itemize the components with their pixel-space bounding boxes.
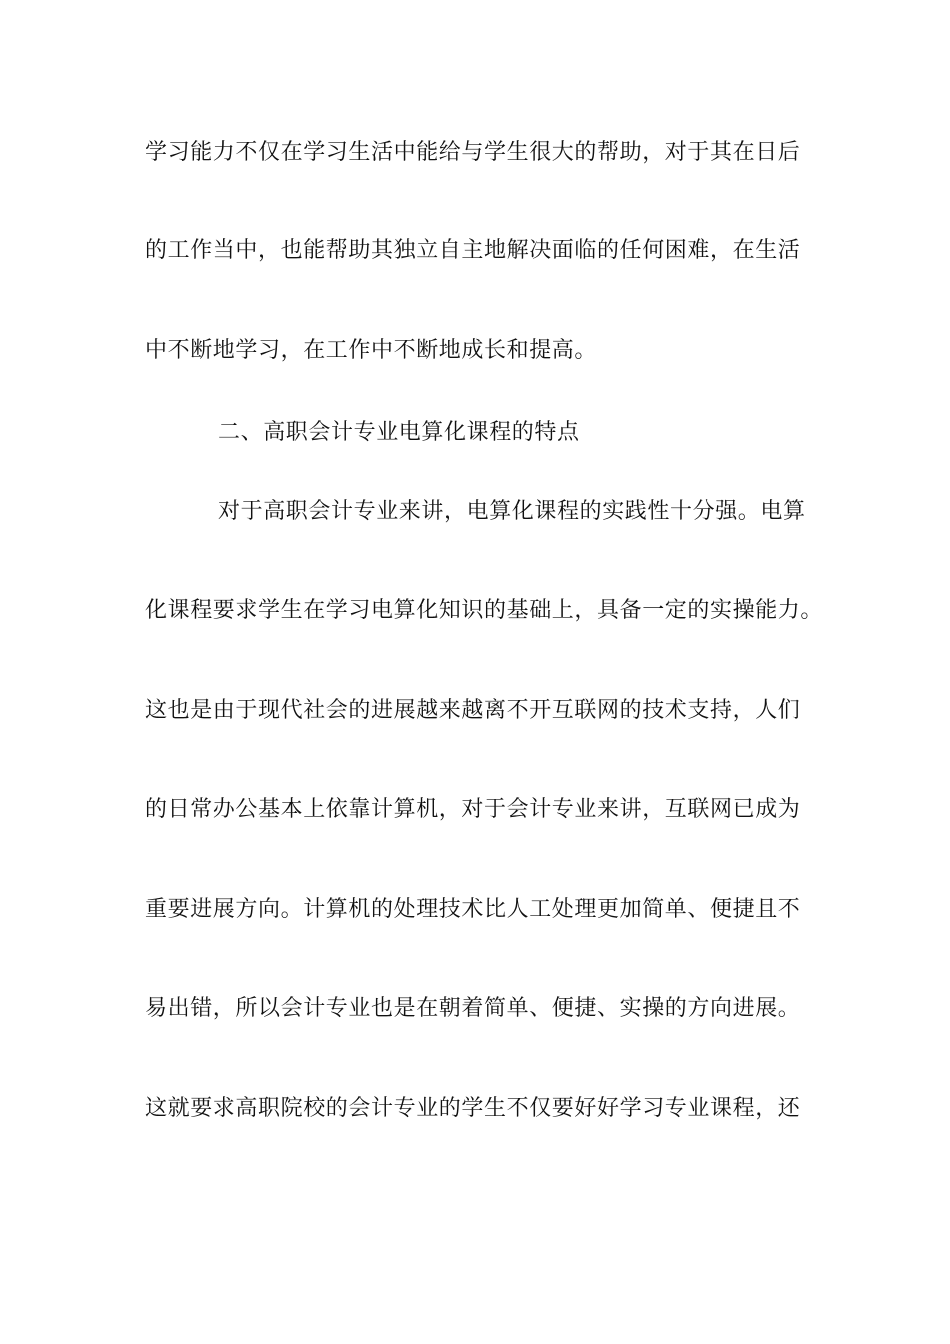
paragraph-line: 的工作当中，也能帮助其独立自主地解决面临的任何困难，在生活 [145,238,801,263]
paragraph-line: 化课程要求学生在学习电算化知识的基础上，具备一定的实操能力。 [145,598,824,623]
paragraph-line: 这也是由于现代社会的进展越来越离不开互联网的技术支持，人们 [145,698,801,723]
paragraph-line: 的日常办公基本上依靠计算机，对于会计专业来讲，互联网已成为 [145,797,801,822]
paragraph-line: 易出错，所以会计专业也是在朝着简单、便捷、实操的方向进展。 [145,996,801,1021]
paragraph-line: 学习能力不仅在学习生活中能给与学生很大的帮助，对于其在日后 [145,140,801,165]
section-heading: 二、高职会计专业电算化课程的特点 [218,420,580,445]
paragraph-line: 这就要求高职院校的会计专业的学生不仅要好好学习专业课程，还 [145,1096,801,1121]
paragraph-line: 对于高职会计专业来讲，电算化课程的实践性十分强。电算 [218,499,806,524]
paragraph-line: 中不断地学习，在工作中不断地成长和提高。 [145,338,598,363]
paragraph-line: 重要进展方向。计算机的处理技术比人工处理更加简单、便捷且不 [145,897,801,922]
